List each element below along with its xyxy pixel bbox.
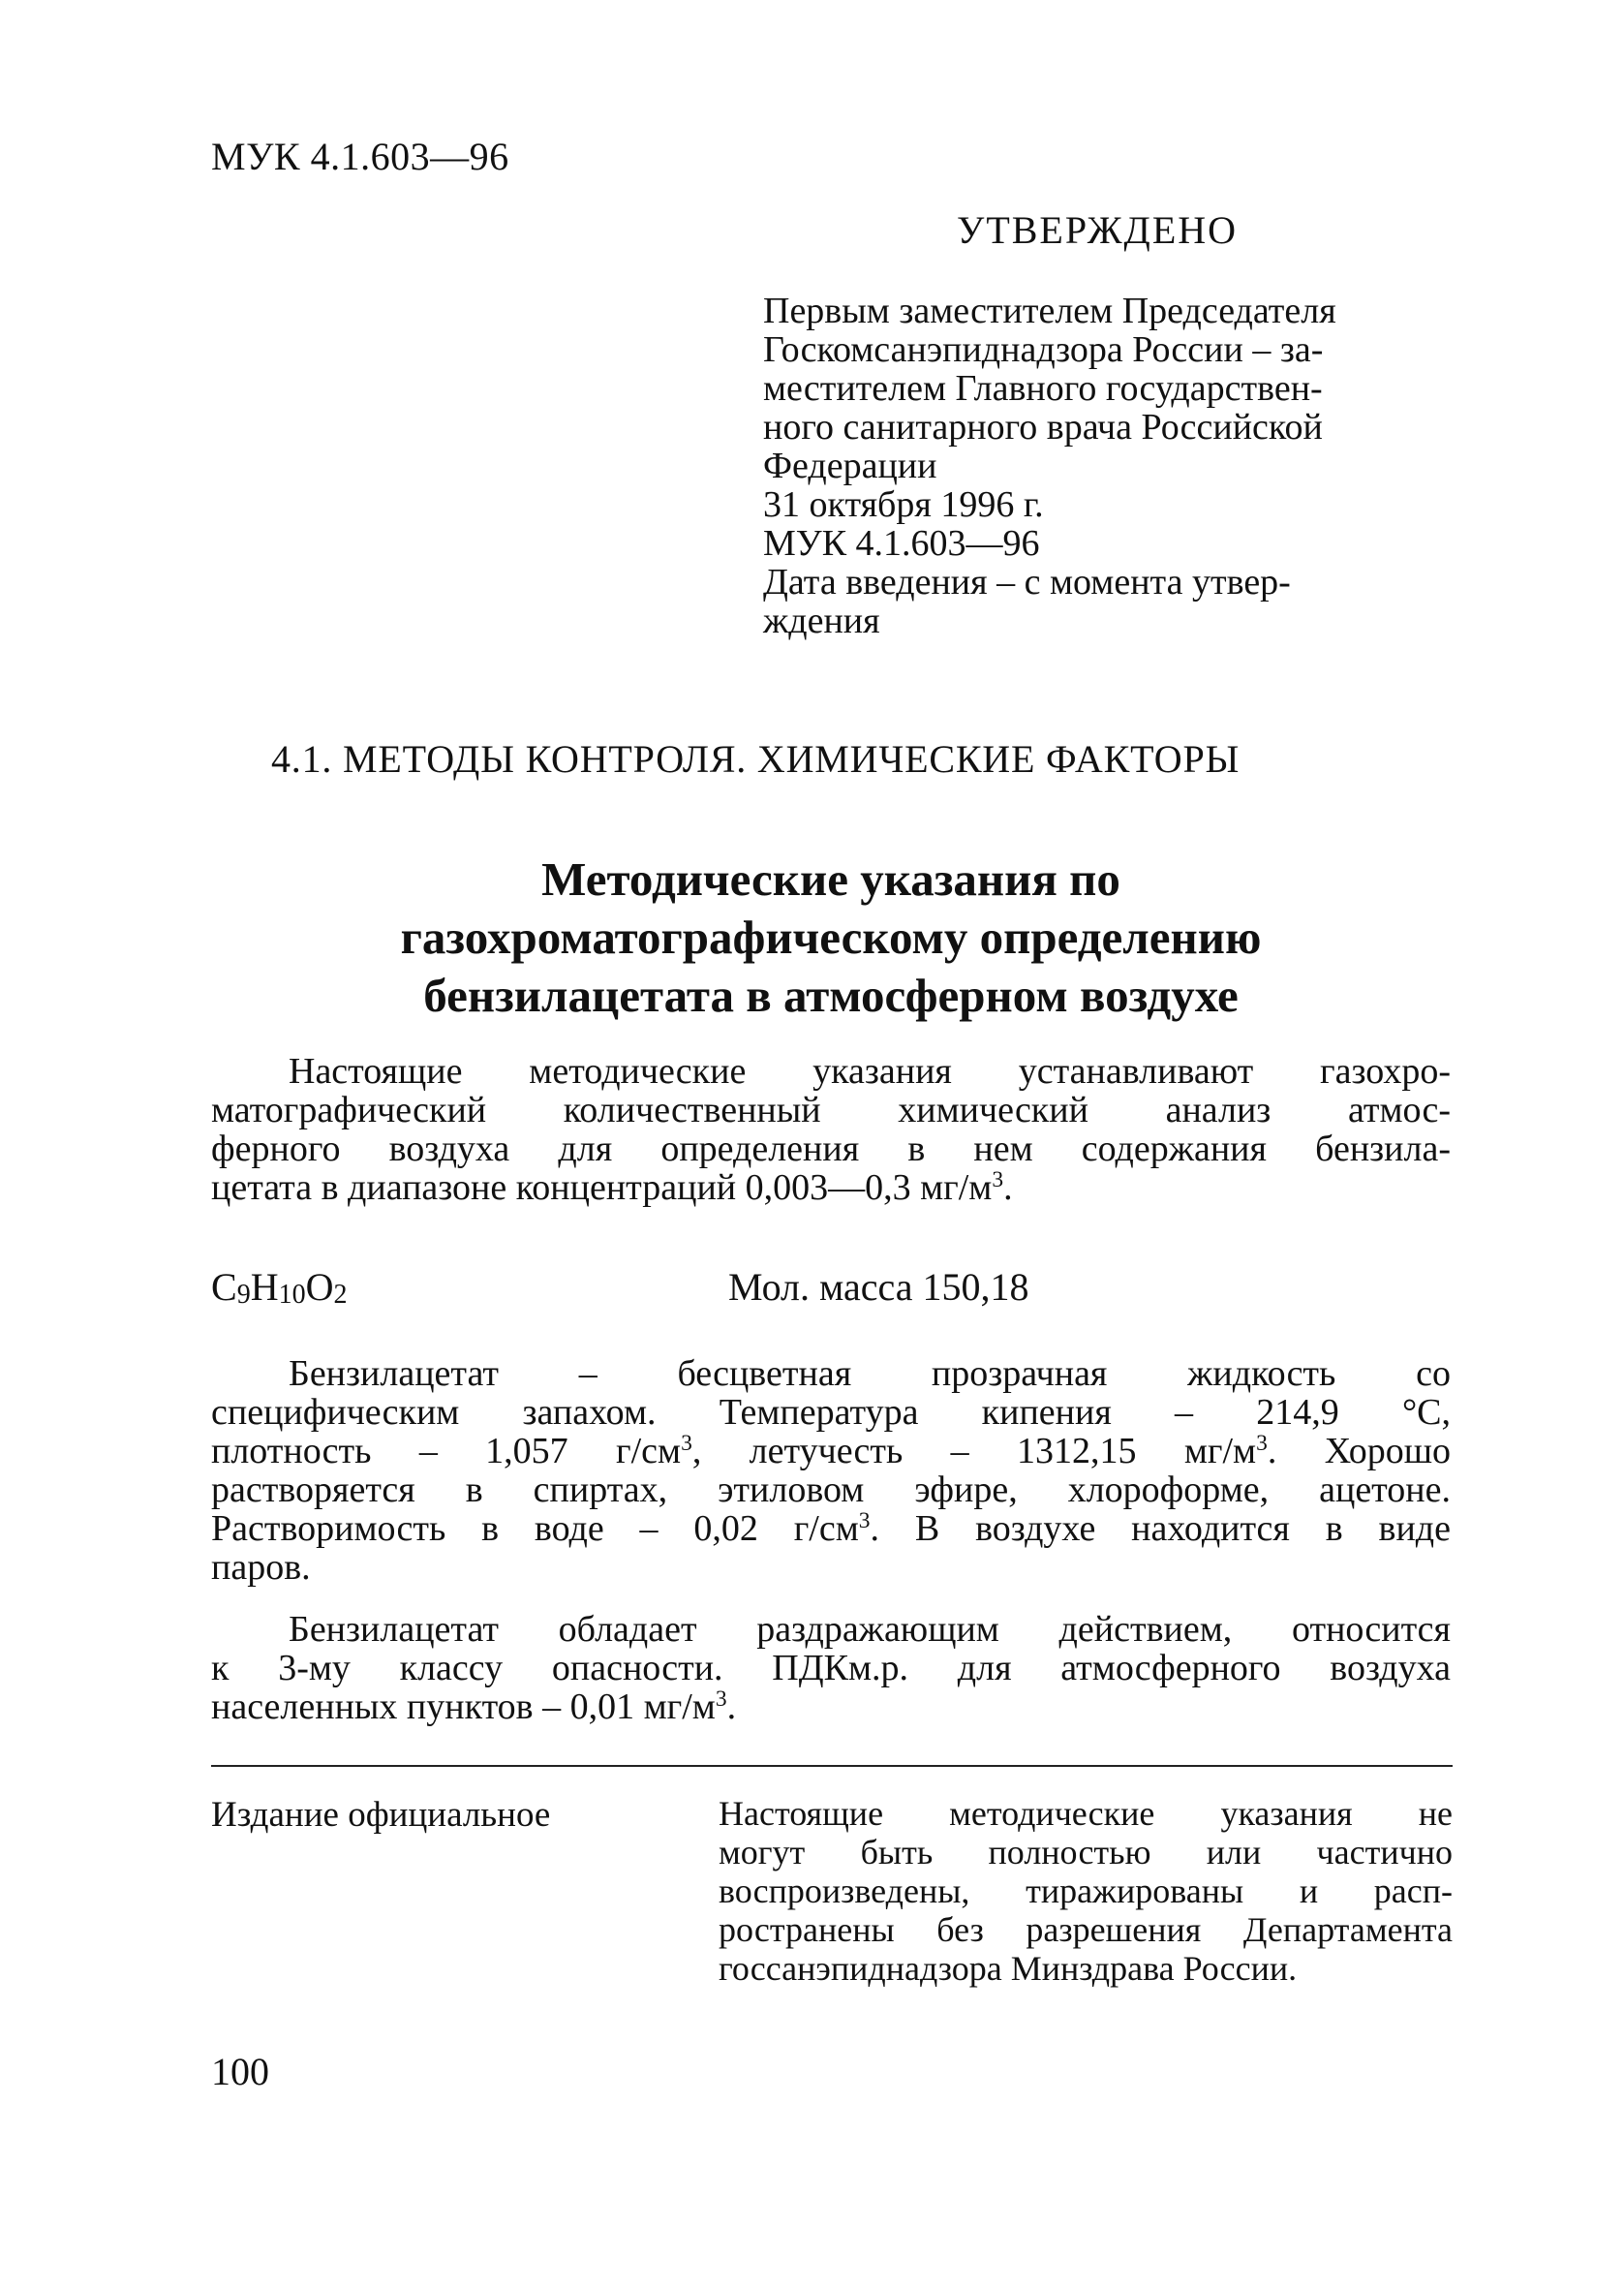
approval-line: ждения bbox=[763, 601, 880, 641]
notice-line: воспроизведены, тиражированы и расп- bbox=[719, 1871, 1453, 1910]
intro-line: матографический количественный химический анализ атмос- bbox=[211, 1090, 1451, 1130]
notice-line: Настоящие методические указания не bbox=[719, 1794, 1453, 1833]
hazard-line: населенных пунктов – 0,01 $мг/м^3$. bbox=[211, 1686, 737, 1727]
page-number: 100 bbox=[211, 2050, 269, 2093]
approval-block bbox=[763, 207, 1451, 640]
notice-line: могут быть полностью или частично bbox=[719, 1833, 1453, 1871]
document-code: МУК 4.1.603—96 bbox=[211, 135, 509, 178]
copyright-notice bbox=[719, 1794, 1453, 1988]
molecular-mass: Мол. масса 150,18 bbox=[728, 1265, 1029, 1309]
approval-line: Госкомсанэпиднадзора России – за- bbox=[763, 329, 1324, 370]
main-title bbox=[211, 851, 1451, 1025]
intro-paragraph bbox=[211, 1052, 1451, 1207]
intro-line: ферного воздуха для определения в нем содержания бензила- bbox=[211, 1129, 1451, 1169]
hazard-line: Бензилацетат обладает раздражающим действием, относится bbox=[289, 1609, 1451, 1650]
notice-line: госсанэпиднадзора Минздрава России. bbox=[719, 1949, 1298, 1988]
edition-label: Издание официальное bbox=[211, 1795, 551, 1835]
approval-code: МУК 4.1.603—96 bbox=[763, 523, 1040, 564]
properties-line: плотность – 1,057 $г/см^3$, летучесть – 1312,15 $мг/м^3$. Хорошо bbox=[211, 1431, 1452, 1471]
approval-line: Дата введения – с момента утвер- bbox=[763, 562, 1291, 603]
main-title-line: газохроматографическому определению bbox=[400, 911, 1262, 964]
approval-line: Федерации bbox=[763, 446, 937, 486]
section-title: 4.1. МЕТОДЫ КОНТРОЛЯ. ХИМИЧЕСКИЕ ФАКТОРЫ bbox=[271, 737, 1241, 781]
notice-line: ространены без разрешения Департамента bbox=[719, 1910, 1453, 1949]
hazard-paragraph bbox=[211, 1610, 1451, 1726]
properties-line: паров. bbox=[211, 1547, 311, 1588]
properties-line: Бензилацетат – бесцветная прозрачная жидкость со bbox=[289, 1353, 1451, 1394]
intro-line: Настоящие методические указания устанавливают газохро- bbox=[289, 1051, 1451, 1092]
properties-paragraph bbox=[211, 1354, 1451, 1587]
properties-line: Растворимость в воде – 0,02 $г/см^3$. В воздухе находится в виде bbox=[211, 1508, 1451, 1549]
main-title-line: Методические указания по bbox=[541, 852, 1120, 906]
properties-line: растворяется в спиртах, этиловом эфире, хлороформе, ацетоне. bbox=[211, 1469, 1451, 1510]
properties-line: специфическим запахом. Температура кипения – 214,9 °С, bbox=[211, 1392, 1451, 1433]
approval-line: местителем Главного государствен- bbox=[763, 368, 1323, 409]
main-title-line: бензилацетата в атмосферном воздухе bbox=[423, 969, 1239, 1022]
approval-date: 31 октября 1996 г. bbox=[763, 484, 1044, 525]
approval-line: Первым заместителем Председателя bbox=[763, 291, 1336, 331]
approval-heading: УТВЕРЖДЕНО bbox=[957, 208, 1239, 252]
hazard-line: к 3-му классу опасности. ПДКм.р. для атмосферного воздуха bbox=[211, 1648, 1451, 1688]
approval-line: ного санитарного врача Российской bbox=[763, 407, 1323, 448]
chemical-formula: $C_9H_{10}O_2$ bbox=[211, 1265, 348, 1310]
intro-line: цетата в диапазоне концентраций 0,003—0,3 $мг/м^3$. bbox=[211, 1167, 1013, 1208]
footer-divider bbox=[211, 1765, 1453, 1767]
